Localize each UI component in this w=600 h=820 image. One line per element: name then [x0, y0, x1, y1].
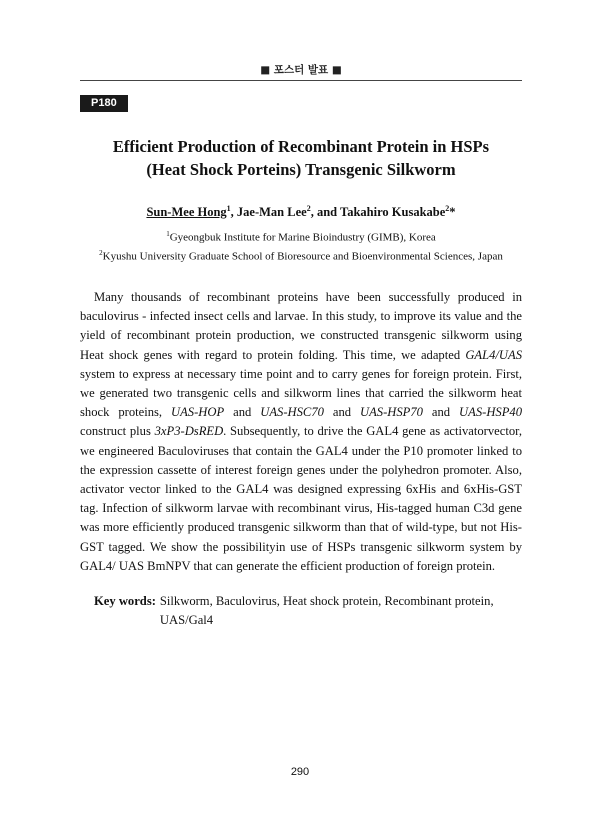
- abstract-text: and: [224, 405, 261, 420]
- author-separator-1: ,: [230, 205, 237, 220]
- author-2-affil: 2: [306, 204, 311, 213]
- page-number: 290: [290, 766, 310, 778]
- abstract-italic-term: 3xP3-DsRED: [154, 424, 224, 439]
- abstract-italic-term: UAS-HOP: [171, 405, 225, 420]
- title-line-2: (Heat Shock Porteins) Transgenic Silkworm: [146, 160, 456, 179]
- keywords-label: Key words:: [94, 594, 156, 608]
- paper-title: [80, 135, 522, 181]
- author-list: [80, 204, 522, 220]
- author-separator-2: , and: [310, 205, 341, 220]
- affiliation-2-text: Kyushu University Graduate School of Bioresource and Bioenvironmental Sciences, Japan: [102, 250, 503, 263]
- abstract-body: [80, 288, 522, 576]
- section-header: ■ 포스터 발표 ■: [260, 64, 342, 76]
- affiliation-1-text: Gyeongbuk Institute for Marine Bioindustry (GIMB), Korea: [169, 231, 436, 244]
- author-1-name: Sun-Mee Hong: [146, 205, 227, 220]
- abstract-text: and: [323, 405, 360, 420]
- abstract-italic-term: UAS-HSP40: [459, 405, 523, 420]
- abstract-text: . Subsequently, to drive the GAL4 gene as activatorvector, we engineered Baculoviruses that contain the GAL4 under the P10 promoter linked to the expression cassette of interest foreign genes under the polyhedron promoter. Also, activator vector linked to the GAL4 was designed expressing 6xHis and 6xHis-GST tag. Infection of silkworm larvae with recombinant virus, His-tagged human C3d gene was more efficiently produced transgenic silkworm than that of wild-type, but not His-GST tagged. We show the possibilityin use of HSPs transgenic silkworm system by GAL4/ UAS BmNPV that can generate the efficient production of foreign protein.: [80, 424, 522, 573]
- abstract-text: Many thousands of recombinant proteins have been successfully produced in baculovirus - infected insect cells and larvae. In this study, to improve its value and the yield of recombinant protein production, we constructed transgenic silkworm using Heat shock genes with regard to protein folding. This time, we adapted: [80, 290, 522, 362]
- corresponding-author-mark: *: [449, 205, 456, 220]
- affiliations: [70, 227, 532, 264]
- abstract-italic-term: GAL4/UAS: [465, 347, 522, 362]
- poster-id-badge: P180: [80, 95, 128, 112]
- keywords-text: Silkworm, Baculovirus, Heat shock protein, Recombinant protein, UAS/Gal4: [159, 594, 494, 628]
- header-divider: [80, 80, 522, 81]
- keywords: [94, 592, 522, 630]
- abstract-text: construct plus: [80, 424, 155, 439]
- abstract-italic-term: UAS-HSC70: [260, 405, 324, 420]
- affiliation-1-number: 1: [166, 230, 170, 238]
- author-3-name: Takahiro Kusakabe: [340, 205, 446, 220]
- abstract-italic-term: UAS-HSP70: [360, 405, 423, 420]
- affiliation-2-number: 2: [99, 248, 103, 257]
- author-1-affil: 1: [226, 204, 231, 213]
- author-3-affil: 2: [445, 204, 450, 213]
- abstract-text: and: [422, 405, 460, 420]
- author-2-name: Jae-Man Lee: [236, 205, 307, 220]
- abstract-text: system to express at necessary time point and to carry genes for foreign protein. First, we generated two transgenic cells and silkworm lines that carried the silkworm heat shock proteins,: [80, 366, 522, 420]
- affiliation-2: [70, 246, 532, 265]
- title-line-1: Efficient Production of Recombinant Protein in HSPs: [112, 137, 490, 156]
- affiliation-1: [70, 227, 532, 246]
